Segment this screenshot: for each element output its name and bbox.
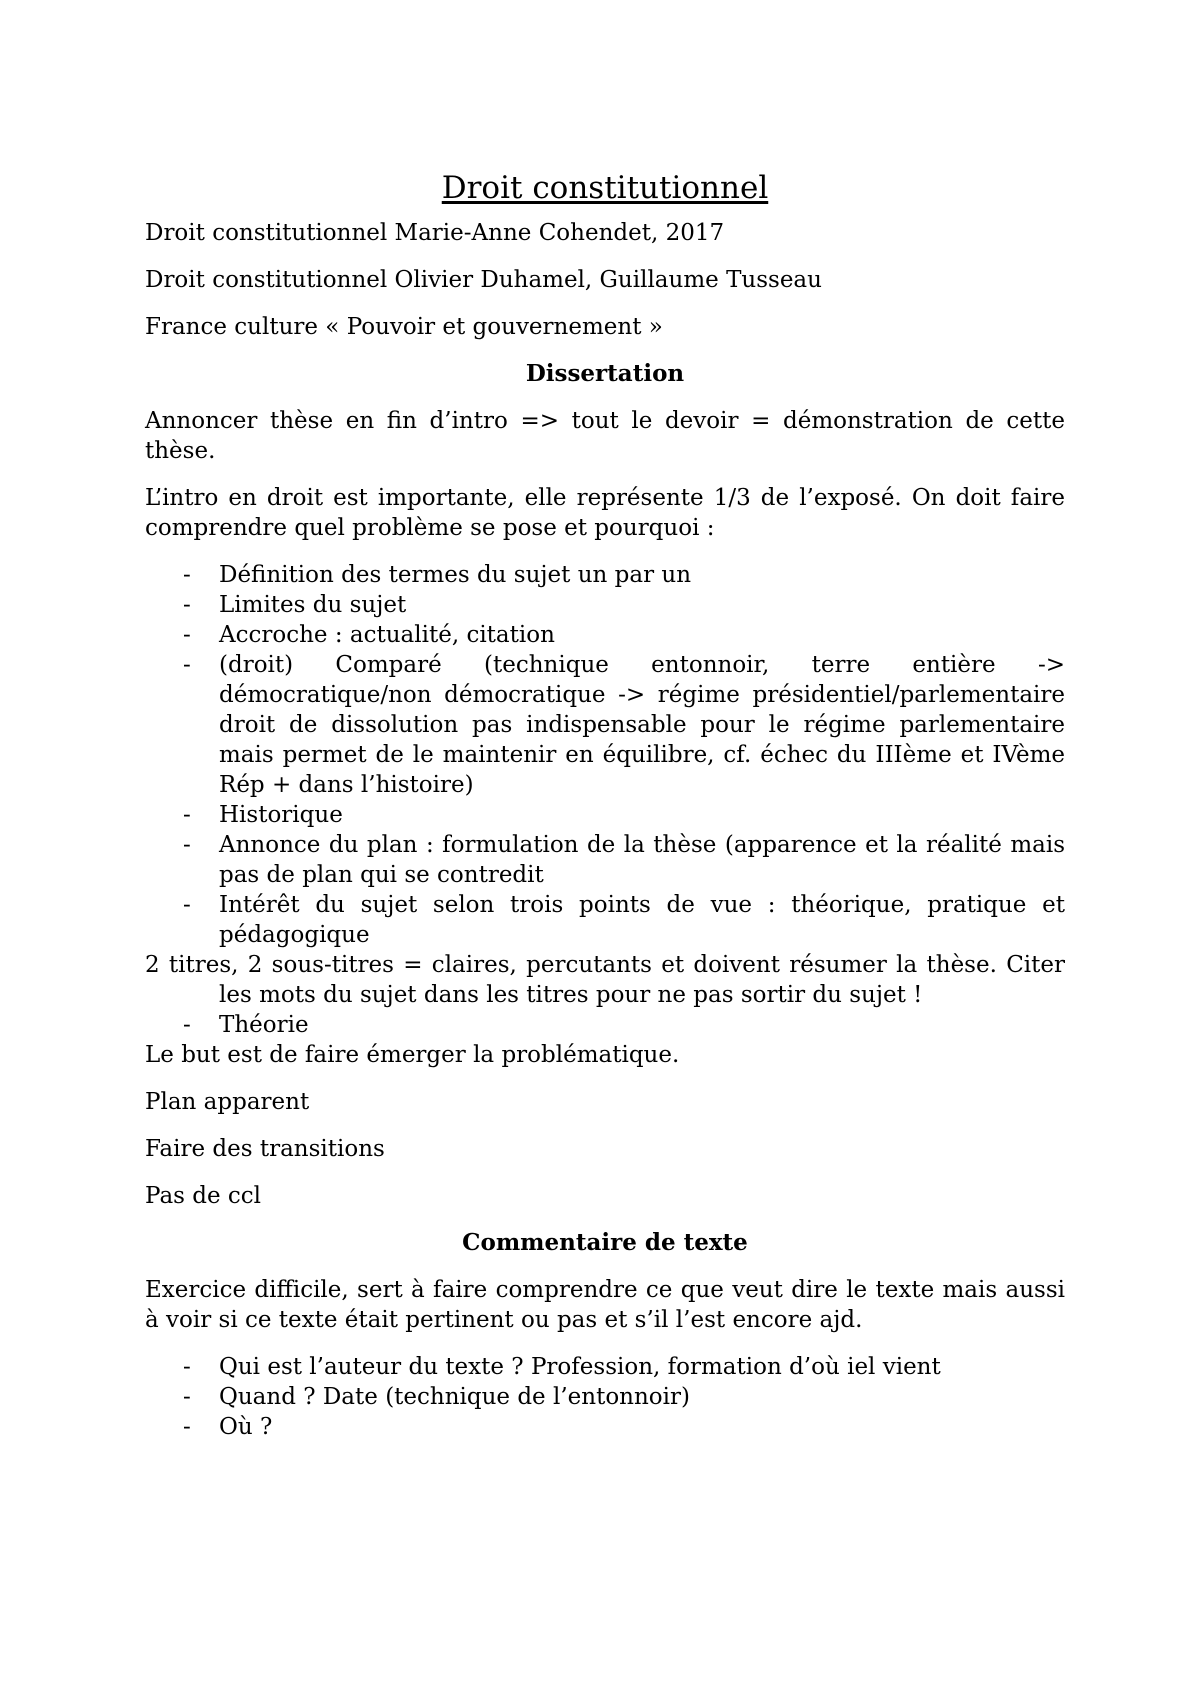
dash-bullet: - bbox=[183, 1354, 191, 1380]
list-item-text: Annonce du plan : formulation de la thèse (apparence et la réalité mais pas de plan qui se contredit bbox=[219, 832, 1065, 888]
dash-bullet: - bbox=[183, 802, 191, 828]
list-item-text: Limites du sujet bbox=[219, 592, 407, 618]
section-heading-commentaire: Commentaire de texte bbox=[462, 1229, 748, 1256]
list-item bbox=[145, 890, 1065, 950]
titles-note: 2 titres, 2 sous-titres = claires, percutants et doivent résumer la thèse. Citer les mots du sujet dans les titres pour ne pas sortir du sujet ! bbox=[145, 952, 1065, 1008]
dash-bullet: - bbox=[183, 892, 191, 918]
list-item-text: (droit) Comparé (technique entonnoir, terre entière -> démocratique/non démocratique -> régime présidentiel/parlementaire droit de dissolution pas indispensable pour le régime parlementaire mais permet de le maintenir en équilibre, cf. échec du IIIème et IVème Rép + dans l’histoire) bbox=[219, 652, 1065, 798]
paragraph: Plan apparent bbox=[145, 1089, 310, 1115]
list-item bbox=[145, 560, 1065, 590]
dash-bullet: - bbox=[183, 832, 191, 858]
paragraph: Pas de ccl bbox=[145, 1183, 262, 1209]
paragraph: Exercice difficile, sert à faire comprendre ce que veut dire le texte mais aussi à voir si ce texte était pertinent ou pas et s’il l’est encore ajd. bbox=[145, 1277, 1065, 1333]
list-item-text: Quand ? Date (technique de l’entonnoir) bbox=[219, 1384, 690, 1410]
document-body bbox=[145, 168, 1065, 1442]
paragraph: L’intro en droit est importante, elle représente 1/3 de l’exposé. On doit faire comprendre quel problème se pose et pourquoi : bbox=[145, 485, 1065, 541]
list-item bbox=[145, 1412, 1065, 1442]
theory-list bbox=[145, 1010, 1065, 1040]
list-item bbox=[145, 1010, 1065, 1040]
dissertation-list bbox=[145, 560, 1065, 950]
dash-bullet: - bbox=[183, 1414, 191, 1440]
list-item bbox=[145, 1382, 1065, 1412]
section-heading-dissertation: Dissertation bbox=[525, 360, 685, 387]
list-item bbox=[145, 650, 1065, 800]
list-item-text: Intérêt du sujet selon trois points de vue : théorique, pratique et pédagogique bbox=[219, 892, 1065, 948]
dash-bullet: - bbox=[183, 592, 191, 618]
list-item-text: Théorie bbox=[219, 1012, 309, 1038]
dash-bullet: - bbox=[183, 1384, 191, 1410]
list-item-text: Qui est l’auteur du texte ? Profession, formation d’où iel vient bbox=[219, 1354, 941, 1380]
document-title: Droit constitutionnel bbox=[441, 170, 769, 206]
dash-bullet: - bbox=[183, 562, 191, 588]
paragraph: Faire des transitions bbox=[145, 1136, 385, 1162]
list-item bbox=[145, 830, 1065, 890]
list-item-text: Accroche : actualité, citation bbox=[219, 622, 555, 648]
list-item bbox=[145, 800, 1065, 830]
list-item-text: Définition des termes du sujet un par un bbox=[219, 562, 692, 588]
list-item-text: Historique bbox=[219, 802, 343, 828]
list-item bbox=[145, 620, 1065, 650]
reference-line: Droit constitutionnel Olivier Duhamel, Guillaume Tusseau bbox=[145, 267, 822, 293]
dash-bullet: - bbox=[183, 1012, 191, 1038]
reference-line: France culture « Pouvoir et gouvernement » bbox=[145, 314, 663, 340]
list-item bbox=[145, 1352, 1065, 1382]
dash-bullet: - bbox=[183, 652, 191, 678]
commentaire-list bbox=[145, 1352, 1065, 1442]
reference-line: Droit constitutionnel Marie-Anne Cohendet, 2017 bbox=[145, 220, 725, 246]
list-item-text: Où ? bbox=[219, 1414, 273, 1440]
dash-bullet: - bbox=[183, 622, 191, 648]
list-item bbox=[145, 590, 1065, 620]
paragraph: Annoncer thèse en fin d’intro => tout le devoir = démonstration de cette thèse. bbox=[145, 408, 1065, 464]
paragraph: Le but est de faire émerger la problématique. bbox=[145, 1042, 680, 1068]
